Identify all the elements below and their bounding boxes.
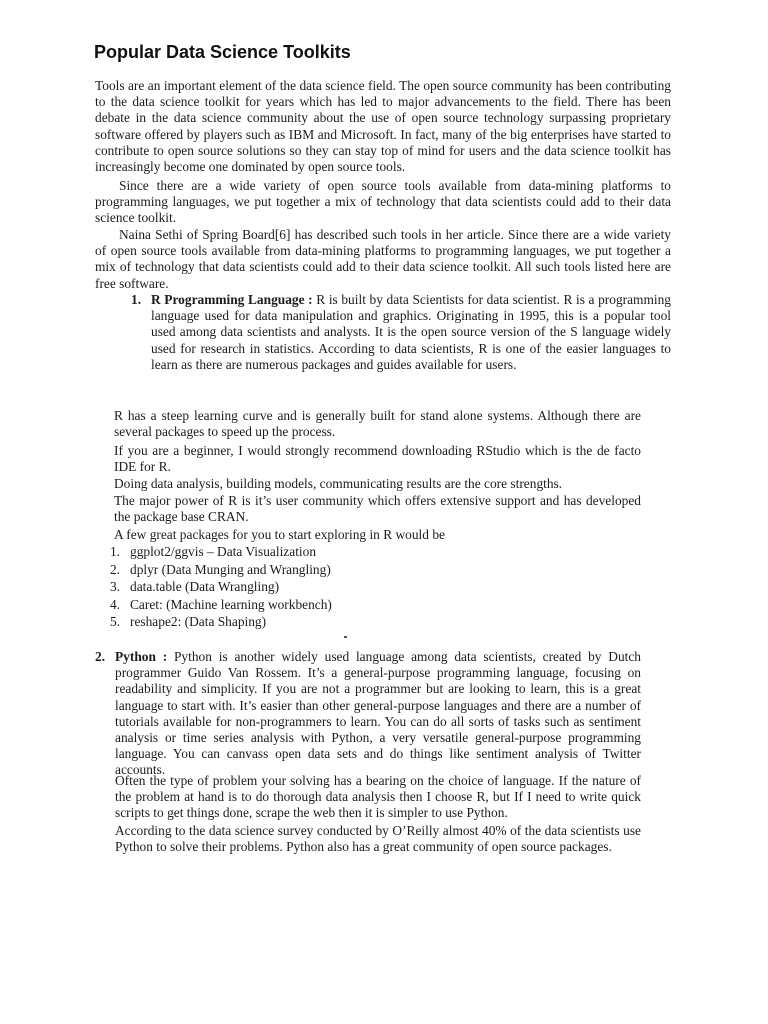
list-item-number: 4. [109,596,120,612]
list-item-number: 2. [109,561,120,577]
python-section-body [95,649,641,779]
r-section-heading: R Programming Language : [151,292,313,307]
r-section-number: 1. [131,292,142,307]
list-item [100,597,500,615]
scan-speck [344,636,347,638]
intro-paragraph-3: Naina Sethi of Spring Board[6] has described such tools in her article. Since there are a wide variety of open source tools available from data-mining platforms to programming languages, we put together a mix of technology that data scientists could add to their data science toolkit. All such tools listed here are free software. [95,227,671,291]
list-item-number: 5. [109,614,120,630]
r-strengths-paragraph: Doing data analysis, building models, communicating results are the core strengths. [114,476,563,491]
python-section [95,649,641,779]
intro-paragraph-2: Since there are a wide variety of open source tools available from data-mining platforms to programming languages, we put together a mix of technology that data scientists could add to their data science toolkit. [95,178,671,226]
list-item [100,562,500,580]
r-community-paragraph: The major power of R is it’s user community which offers extensive support and has developed the package base CRAN. [114,493,641,525]
r-learning-curve-paragraph: R has a steep learning curve and is generally built for stand alone systems. Although there are several packages to speed up the process. [114,408,641,440]
r-beginner-paragraph: If you are a beginner, I would strongly recommend downloading RStudio which is the de facto IDE for R. [114,443,641,475]
list-item-text: dplyr (Data Munging and Wrangling) [130,561,331,577]
page-title: Popular Data Science Toolkits [94,42,351,62]
list-item-text: data.table (Data Wrangling) [130,579,280,595]
python-survey-paragraph: According to the data science survey conducted by O’Reilly almost 40% of the data scientists use Python to solve their problems. Python also has a great community of open source packages. [115,823,641,855]
list-item-number: 1. [109,544,120,559]
list-item-number: 3. [109,579,120,595]
r-packages-intro: A few great packages for you to start exploring in R would be [114,527,445,542]
r-section-body [131,292,671,373]
python-choice-paragraph: Often the type of problem your solving has a bearing on the choice of language. If the nature of the problem at hand is to do thorough data analysis then I choose R, but If I need to write quick scripts to get things done, scrape the web then it is simpler to use Python. [115,773,641,821]
list-item-text: Caret: (Machine learning workbench) [130,596,332,612]
list-item [100,614,500,632]
r-packages-list [100,544,500,632]
python-section-heading: Python : [115,649,168,664]
python-section-text: Python is another widely used language among data scientists, created by Dutch programmer Guido Van Rossem. It’s a general-purpose programming language, focusing on readability and simplicity. If you are not a programmer but are looking to learn, this is a great language to start with. It’s easier than other general-purpose languages and there are a number of tutorials available for non-programmers to learn. You can do all sorts of tasks such as sentiment analysis or time series analysis with Python, a very versatile general-purpose programming language. You can canvass open data sets and do things like sentiment analysis of Twitter accounts. [115,649,642,778]
list-item-text: reshape2: (Data Shaping) [130,614,267,630]
r-section-text: R is built by data Scientists for data scientist. R is a programming language used for data manipulation and graphics. Originating in 1995, this is a popular tool used among data scientists and analysts. It is the open source version of the S language widely used for research in statistics. According to data scientists, R is one of the easier languages to learn as there are numerous packages and guides available for users. [151,292,672,372]
python-section-number: 2. [95,649,106,664]
list-item [100,544,500,562]
r-section [131,292,671,373]
intro-paragraph-1: Tools are an important element of the data science field. The open source community has been contributing to the data science toolkit for years which has led to major advancements to the field. There has been debate in the data science community about the use of open source technology surpassing proprietary software offered by players such as IBM and Microsoft. In fact, many of the big enterprises have started to contribute to open source solutions so they can stay top of mind for users and the data science toolkit has increasingly become one dominated by open source tools. [95,78,671,175]
list-item [100,579,500,597]
list-item-text: ggplot2/ggvis – Data Visualization [130,544,317,559]
